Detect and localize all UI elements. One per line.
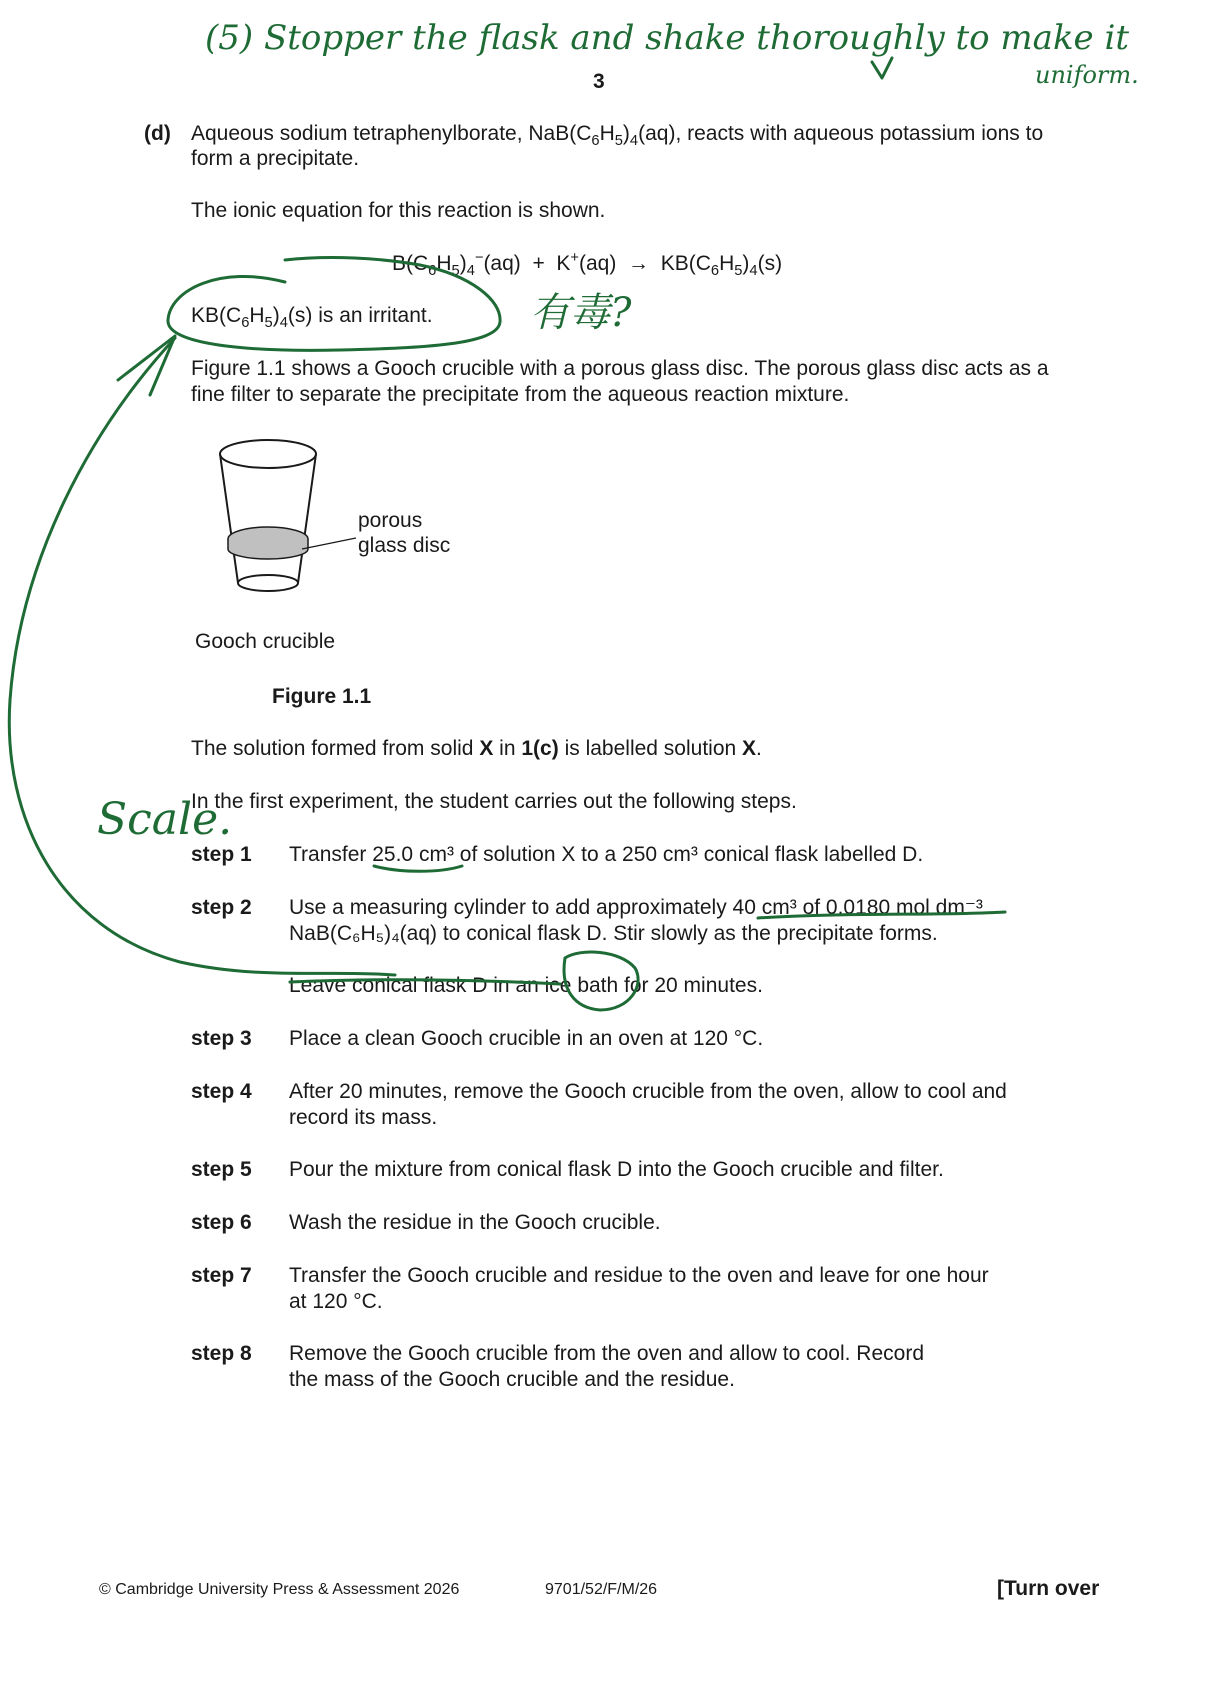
footer-paper-code: 9701/52/F/M/26	[545, 1581, 658, 1598]
step-text: Pour the mixture from conical flask D into the Gooch crucible and filter.	[289, 1158, 944, 1181]
step-label: step 8	[191, 1342, 252, 1365]
handwritten-question: 有毒?	[530, 290, 632, 336]
step-text: Place a clean Gooch crucible in an oven at 120 °C.	[289, 1027, 764, 1050]
step-text: Leave conical flask D in an ice bath for 20 minutes.	[289, 974, 763, 997]
step-text: Transfer the Gooch crucible and residue to the oven and leave for one hour	[289, 1264, 989, 1287]
question-intro-line2: form a precipitate.	[191, 147, 360, 170]
figure-description-line2: fine filter to separate the precipitate from the aqueous reaction mixture.	[191, 383, 850, 406]
disc-label: porous	[358, 509, 423, 532]
irritant-statement: $KB(C_6H_5)_4(s)$ is an irritant.	[191, 304, 433, 332]
handwritten-top-note-continued: uniform.	[1035, 61, 1139, 89]
question-part-label: (d)	[144, 122, 171, 145]
page-number: 3	[593, 70, 605, 93]
crucible-label: Gooch crucible	[195, 630, 336, 653]
step-text: Use a measuring cylinder to add approximately 40 cm³ of 0.0180 mol dm⁻³	[289, 896, 983, 919]
figure-caption: Figure 1.1	[272, 685, 372, 708]
solution-x-statement: The solution formed from solid X in 1(c) is labelled solution X.	[191, 737, 762, 760]
handwritten-top-note: (5) Stopper the flask and shake thoroughly to make it	[205, 18, 1130, 58]
footer-copyright: © Cambridge University Press & Assessment 2026	[99, 1581, 460, 1598]
experiment-intro: In the first experiment, the student carries out the following steps.	[191, 790, 797, 813]
step-text: the mass of the Gooch crucible and the residue.	[289, 1368, 735, 1391]
turn-over-label: [Turn over	[997, 1577, 1100, 1600]
gooch-crucible-figure	[210, 435, 330, 595]
figure-description-line1: Figure 1.1 shows a Gooch crucible with a porous glass disc. The porous glass disc acts as a	[191, 357, 1049, 380]
disc-label-leader-line	[300, 535, 360, 555]
step-label: step 7	[191, 1264, 252, 1287]
handwritten-side-word: Scale.	[97, 794, 233, 845]
step-text: NaB(C₆H₅)₄(aq) to conical flask D. Stir slowly as the precipitate forms.	[289, 922, 938, 945]
step-label: step 5	[191, 1158, 252, 1181]
ionic-equation: $B(C_6H_5)_4^-(aq) + K^+(aq) \to KB(C_6H_5)_4(s)$	[392, 250, 783, 280]
step-text: Transfer 25.0 cm³ of solution X to a 250 cm³ conical flask labelled D.	[289, 843, 924, 866]
step-label: step 1	[191, 843, 252, 866]
step-label: step 4	[191, 1080, 252, 1103]
step-text: After 20 minutes, remove the Gooch crucible from the oven, allow to cool and	[289, 1080, 1007, 1103]
step-label: step 6	[191, 1211, 252, 1234]
step-label: step 2	[191, 896, 252, 919]
step-text: record its mass.	[289, 1106, 438, 1129]
equation-intro: The ionic equation for this reaction is shown.	[191, 199, 606, 222]
step-text: Remove the Gooch crucible from the oven and allow to cool. Record	[289, 1342, 924, 1365]
step-label: step 3	[191, 1027, 252, 1050]
question-intro-line1: Aqueous sodium tetraphenylborate, $NaB(C_6H_5)_4(aq)$, reacts with aqueous potassium ions to	[191, 122, 1044, 150]
step-text: Wash the residue in the Gooch crucible.	[289, 1211, 661, 1234]
disc-label-line2: glass disc	[358, 534, 451, 557]
step-text: at 120 °C.	[289, 1290, 383, 1313]
